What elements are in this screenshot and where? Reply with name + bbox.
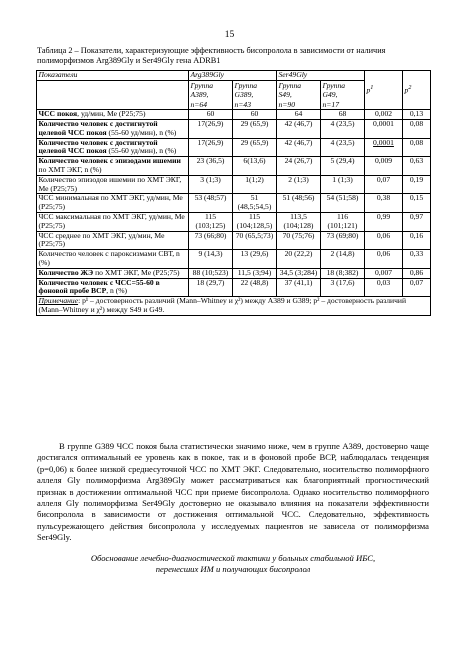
table-row [37,278,431,297]
table-row [37,213,431,232]
paragraph: В группе G389 ЧСС покоя была статистически значимо ниже, чем в группе А389, достоверно чаще достигался оптимальный ее уровень как в покое, так и в фоновой пробе ВСР, наблюдалась тенденция (р=0,06) к более низкой среднесуточной ЧСС по ХМТ ЭКГ. Следовательно, носительство полиморфного аллеля Gly полиморфизма Arg389Gly может рассматриваться как благоприятный прогностический признак в достижении оптимальной ЧСС при приеме бисопролола. Однако носительство полиморфного аллеля Gly полиморфизма Ser49Gly достоверно не оказывало влияния на показатели эффективности бисопролола в зависимости от достижения оптимальной ЧСС. Следовательно, эффективность пульсурежающего действия бисопролола у исследуемых пациентов не зависела от полиморфизма Ser49Gly. [37,441,429,543]
table-caption: Таблица 2 – Показатели, характеризующие эффективность бисопролола в зависимости от наличия полиморфизмов Arg389Gly и Ser49Gly гена ADRB1 [37,46,386,65]
row-p2: 0,16 [403,231,431,250]
row-label: ЧСС максимальная по ХМТ ЭКГ, уд/мин, Ме (Р25;75) [37,213,189,232]
row-label: Количество человек с достигнутой целевой ЧСС покоя (55-60 уд/мин), n (%) [37,138,189,157]
row-value: 42 (46,7) [277,138,321,157]
row-value: 3 (1;3) [189,175,233,194]
row-value: 60 [233,110,277,120]
row-p1: 0,06 [365,231,403,250]
row-label: Количество человек с достигнутой целевой ЧСС покоя (55-60 уд/мин), n (%) [37,120,189,139]
row-p2: 0,07 [403,278,431,297]
row-value: 51 (48,5;54,5) [233,194,277,213]
header-group-a389: Группа А389, n=64 [189,80,233,110]
row-label: ЧСС минимальная по ХМТ ЭКГ, уд/мин, Ме (Р25;75) [37,194,189,213]
row-p1: 0,99 [365,213,403,232]
row-p1: 0,002 [365,110,403,120]
row-label: Количество человек с эпизодами ишемии по ХМТ ЭКГ, n (%) [37,157,189,176]
row-p1: 0,0001 [365,138,403,157]
row-value: 70 (65,5;73) [233,231,277,250]
row-label: ЧСС покоя, уд/мин, Ме (Р25;75) [37,110,189,120]
row-p2: 0,63 [403,157,431,176]
row-value: 11,5 (3;94) [233,268,277,278]
row-value: 2 (14,8) [321,250,365,269]
row-value: 17(26,9) [189,138,233,157]
row-p2: 0,13 [403,110,431,120]
row-value: 18 (29,7) [189,278,233,297]
row-value: 17(26,9) [189,120,233,139]
row-value: 115 (103;125) [189,213,233,232]
header-indicators: Показатели [37,71,189,81]
header-p1: $p^1$ [365,71,403,110]
row-label: ЧСС среднее по ХМТ ЭКГ, уд/мин, Ме (Р25;75) [37,231,189,250]
row-p1: 0,009 [365,157,403,176]
row-value: 1(1;2) [233,175,277,194]
running-footer [37,553,429,575]
row-value: 73 (66;80) [189,231,233,250]
row-value: 54 (51;58) [321,194,365,213]
row-value: 13 (29,6) [233,250,277,269]
page-number: 15 [224,30,235,40]
row-value: 70 (75;76) [277,231,321,250]
row-label: Количество человек с ЧСС=55-60 в фоновой пробе ВСР, n (%) [37,278,189,297]
header-empty [37,80,189,110]
row-value: 29 (65,9) [233,138,277,157]
table-row [37,138,431,157]
row-p2: 0,97 [403,213,431,232]
row-value: 23 (36,5) [189,157,233,176]
row-p2: 0,86 [403,268,431,278]
footer-line: перенесших ИМ и получающих бисопролол [155,564,311,574]
header-group-g389: Группа G389, n=43 [233,80,277,110]
row-value: 60 [189,110,233,120]
row-value: 51 (48;56) [277,194,321,213]
row-value: 9 (14,3) [189,250,233,269]
table-row [37,157,431,176]
row-p2: 0,33 [403,250,431,269]
footer-line: Обоснование лечебно-диагностической тактики у больных стабильной ИБС, [90,553,376,563]
row-value: 64 [277,110,321,120]
row-value: 6(13,6) [233,157,277,176]
header-group-g49: Группа G49, n=17 [321,80,365,110]
row-p2: 0,19 [403,175,431,194]
row-value: 22 (48,8) [233,278,277,297]
row-value: 116 (101;121) [321,213,365,232]
table-note: Примечание: p¹ – достоверность различий (Mann–Whitney и χ²) между А389 и G389; p² – достоверность различий (Mann–Whitney и χ²) между S49 и G49. [37,297,431,316]
row-label: Количество эпизодов ишемии по ХМТ ЭКГ, Ме (Р25;75) [37,175,189,194]
row-value: 53 (48;57) [189,194,233,213]
table-row [37,231,431,250]
row-p1: 0,07 [365,175,403,194]
row-value: 3 (17,6) [321,278,365,297]
header-p2: $p^2$ [403,71,431,110]
row-value: 2 (1;3) [277,175,321,194]
row-p1: 0,03 [365,278,403,297]
row-value: 73 (69;80) [321,231,365,250]
row-label: Количество ЖЭ по ХМТ ЭКГ, Ме (Р25;75) [37,268,189,278]
row-p2: 0,08 [403,120,431,139]
row-p1: 0,06 [365,250,403,269]
row-value: 4 (23,5) [321,120,365,139]
row-p1: 0,0001 [365,120,403,139]
row-value: 113,5 (104;128) [277,213,321,232]
row-value: 18 (8;382) [321,268,365,278]
row-p2: 0,15 [403,194,431,213]
row-value: 34,5 (3;284) [277,268,321,278]
row-value: 88 (10;523) [189,268,233,278]
row-value: 4 (23,5) [321,138,365,157]
row-p1: 0,38 [365,194,403,213]
table-row [37,250,431,269]
row-value: 42 (46,7) [277,120,321,139]
row-p2: 0,08 [403,138,431,157]
row-value: 1 (1;3) [321,175,365,194]
row-value: 24 (26,7) [277,157,321,176]
row-value: 20 (22,2) [277,250,321,269]
row-value: 68 [321,110,365,120]
table-row [37,175,431,194]
row-label: Количество человек с пароксизмами СВТ, n (%) [37,250,189,269]
table-row [37,120,431,139]
results-table [36,70,431,316]
row-value: 29 (65,9) [233,120,277,139]
row-value: 115 (104;128,5) [233,213,277,232]
header-group-s49: Группа S49, n=90 [277,80,321,110]
row-value: 37 (41,1) [277,278,321,297]
header-gene-arg389gly: Arg389Gly [189,71,277,81]
header-gene-ser49gly: Ser49Gly [277,71,365,81]
row-p1: 0,007 [365,268,403,278]
table-row [37,194,431,213]
body-text [37,441,429,544]
row-value: 5 (29,4) [321,157,365,176]
